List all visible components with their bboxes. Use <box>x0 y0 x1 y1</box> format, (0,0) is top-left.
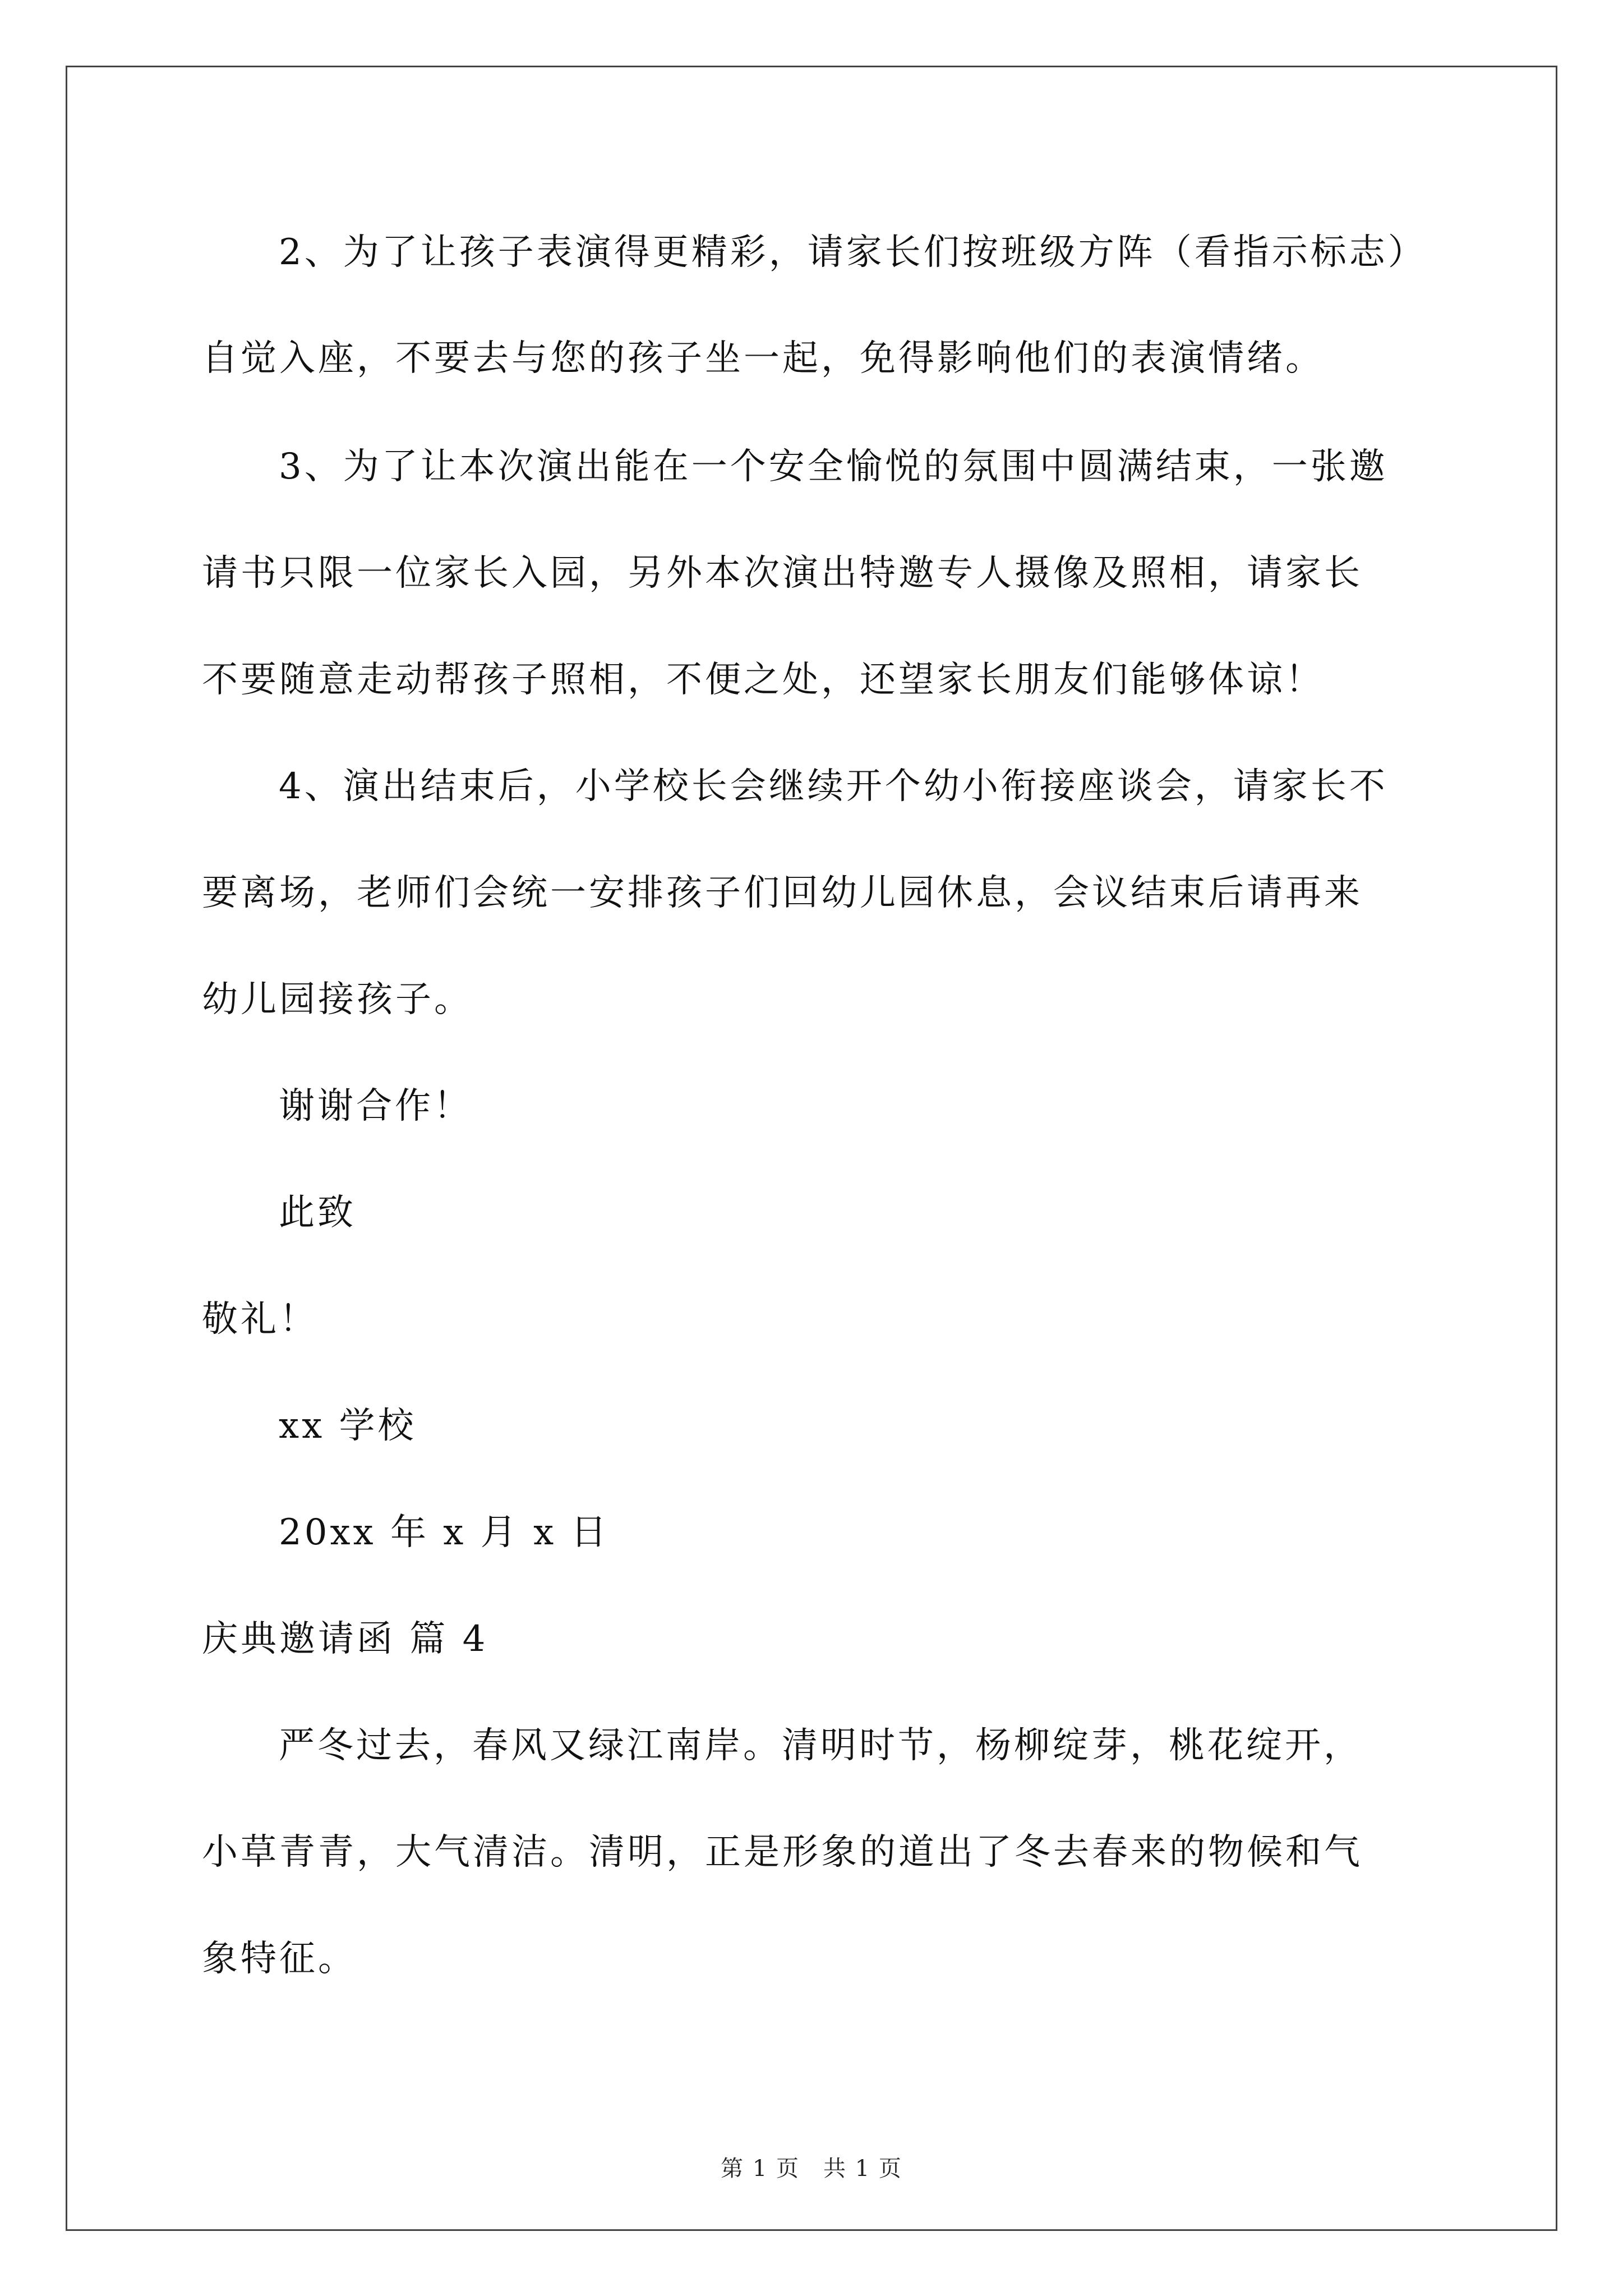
date-line: 20xx 年 x 月 x 日 <box>279 1512 610 1553</box>
paragraph-3-line-3: 不要随意走动帮孩子照相，不便之处，还望家长朋友们能够体谅！ <box>202 659 1324 701</box>
sender-line: xx 学校 <box>279 1405 417 1447</box>
closing-line: 此致 <box>279 1192 356 1234</box>
salute-line: 敬礼！ <box>202 1299 318 1340</box>
page-footer: 第 1 页 共 1 页 <box>721 2156 902 2182</box>
paragraph-2-line-2: 自觉入座，不要去与您的孩子坐一起，免得影响他们的表演情绪。 <box>202 338 1324 379</box>
paragraph-5-line-1: 严冬过去，春风又绿江南岸。清明时节，杨柳绽芽，桃花绽开， <box>279 1725 1362 1766</box>
thanks-line: 谢谢合作！ <box>279 1085 472 1127</box>
paragraph-4-line-3: 幼儿园接孩子。 <box>202 979 473 1020</box>
paragraph-5-line-3: 象特征。 <box>202 1938 357 1980</box>
paragraph-4-line-1: 4、演出结束后，小学校长会继续开个幼小衔接座谈会，请家长不 <box>279 766 1388 807</box>
section-title: 庆典邀请函 篇 4 <box>202 1618 488 1660</box>
paragraph-2-line-1: 2、为了让孩子表演得更精彩，请家长们按班级方阵（看指示标志） <box>279 232 1427 273</box>
paragraph-4-line-2: 要离场，老师们会统一安排孩子们回幼儿园休息，会议结束后请再来 <box>202 872 1363 914</box>
paragraph-5-line-2: 小草青青，大气清洁。清明，正是形象的道出了冬去春来的物候和气 <box>202 1832 1363 1873</box>
paragraph-3-line-2: 请书只限一位家长入园，另外本次演出特邀专人摄像及照相，请家长 <box>202 553 1363 594</box>
paragraph-3-line-1: 3、为了让本次演出能在一个安全愉悦的氛围中圆满结束，一张邀 <box>279 446 1388 487</box>
page-border <box>66 66 1557 2231</box>
